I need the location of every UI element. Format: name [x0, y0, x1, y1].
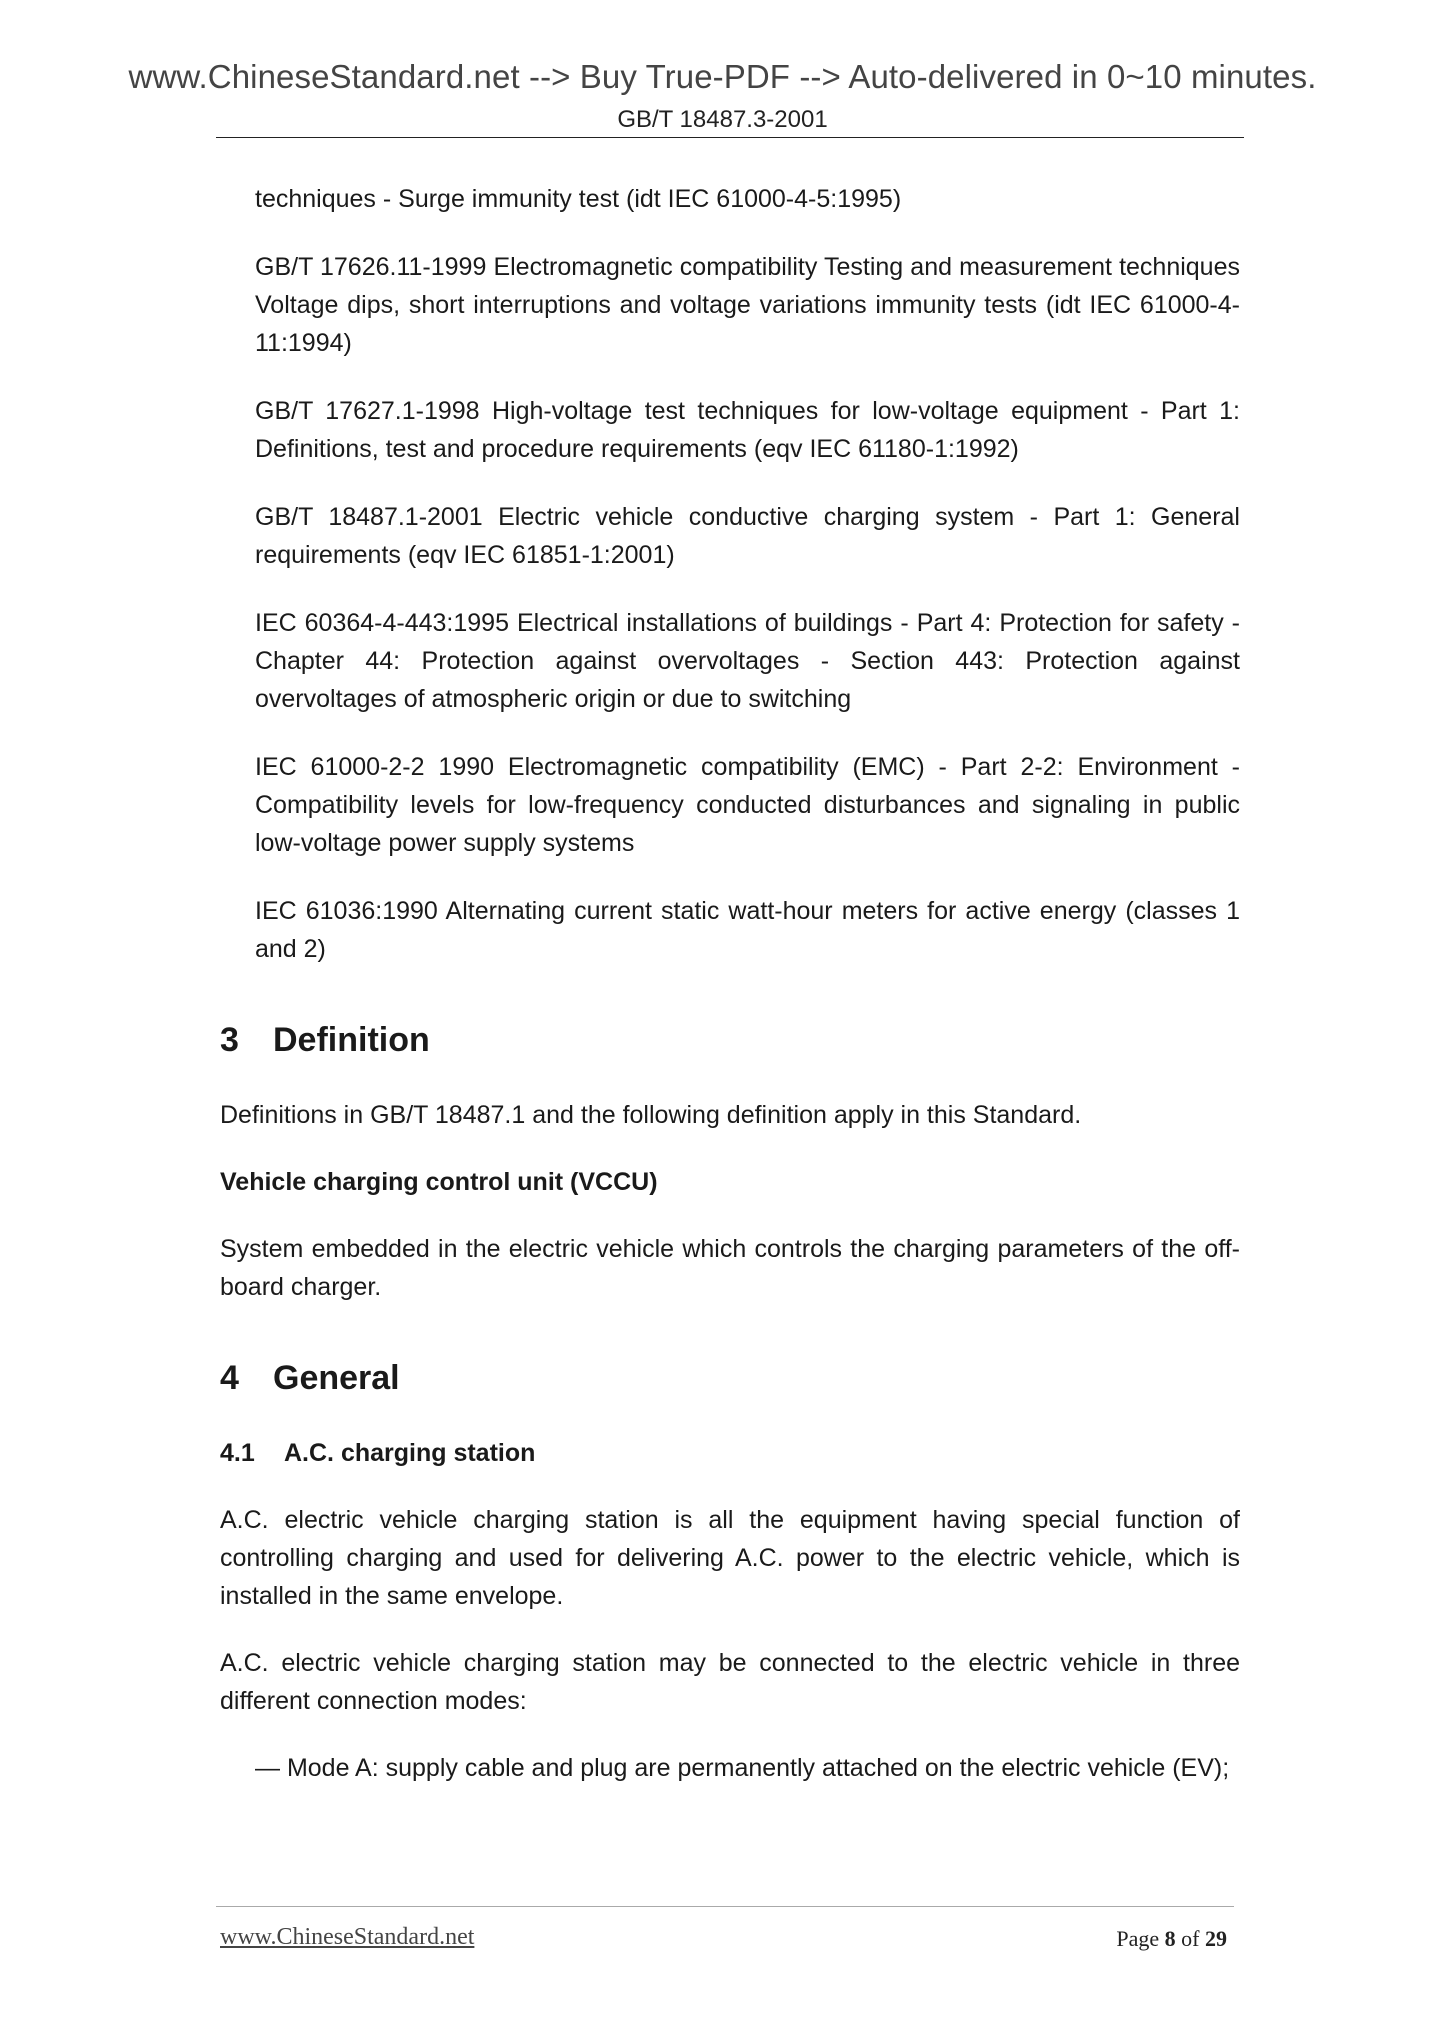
header-divider — [216, 137, 1244, 138]
paragraph: A.C. electric vehicle charging station is all the equipment having special function of controlling charging and used for delivering A.C. power to the electric vehicle, which is installed in the same envelope. — [220, 1506, 1240, 1610]
subsection-number: 4.1 — [220, 1439, 255, 1467]
section-number: 4 — [220, 1359, 239, 1397]
reference-item: GB/T 17627.1-1998 High-voltage test techniques for low-voltage equipment - Part 1: Definitions, test and procedure requirements (eqv IEC 61180-1:1992) — [255, 397, 1240, 463]
section-title: Definition — [273, 1021, 430, 1059]
page-number — [1116, 1926, 1227, 1952]
page-of: of — [1181, 1926, 1200, 1951]
reference-item: IEC 61000-2-2 1990 Electromagnetic compatibility (EMC) - Part 2-2: Environment - Compatibility levels for low-frequency conducted disturbances and signaling in public low-voltage power supply systems — [255, 753, 1240, 857]
page-current: 8 — [1164, 1926, 1176, 1951]
page-total: 29 — [1205, 1926, 1227, 1951]
subsection-4-1-heading — [220, 1434, 1240, 1472]
section-3-heading — [220, 1020, 1240, 1060]
page-word: Page — [1116, 1926, 1160, 1951]
footer-link[interactable]: www.ChineseStandard.net — [220, 1924, 475, 1950]
section-number: 3 — [220, 1021, 239, 1059]
page-content — [220, 180, 1240, 1787]
reference-item: GB/T 17626.11-1999 Electromagnetic compatibility Testing and measurement techniques Voltage dips, short interruptions and voltage variations immunity tests (idt IEC 61000-4-11:1994) — [255, 253, 1240, 357]
term-definition: System embedded in the electric vehicle which controls the charging parameters of the off-board charger. — [220, 1235, 1240, 1301]
defined-term: Vehicle charging control unit (VCCU) — [220, 1168, 658, 1196]
paragraph: A.C. electric vehicle charging station may be connected to the electric vehicle in three different connection modes: — [220, 1649, 1240, 1715]
section-4-heading — [220, 1358, 1240, 1398]
reference-item: IEC 61036:1990 Alternating current static watt-hour meters for active energy (classes 1 and 2) — [255, 897, 1240, 963]
section-title: General — [273, 1359, 400, 1397]
standard-code: GB/T 18487.3-2001 — [617, 106, 828, 133]
footer-divider — [216, 1906, 1234, 1907]
reference-item: GB/T 18487.1-2001 Electric vehicle conductive charging system - Part 1: General requirements (eqv IEC 61851-1:2001) — [255, 503, 1240, 569]
reference-item: techniques - Surge immunity test (idt IEC 61000-4-5:1995) — [255, 185, 902, 213]
subsection-title: A.C. charging station — [284, 1439, 536, 1467]
list-item: — Mode A: supply cable and plug are permanently attached on the electric vehicle (EV); — [255, 1754, 1230, 1782]
header-banner[interactable]: www.ChineseStandard.net --> Buy True-PDF --> Auto-delivered in 0~10 minutes. — [128, 58, 1317, 95]
definition-intro: Definitions in GB/T 18487.1 and the following definition apply in this Standard. — [220, 1101, 1082, 1129]
reference-item: IEC 60364-4-443:1995 Electrical installations of buildings - Part 4: Protection for safety - Chapter 44: Protection against overvoltages - Section 443: Protection against overvoltages of atmospheric origin or due to switching — [255, 609, 1240, 713]
